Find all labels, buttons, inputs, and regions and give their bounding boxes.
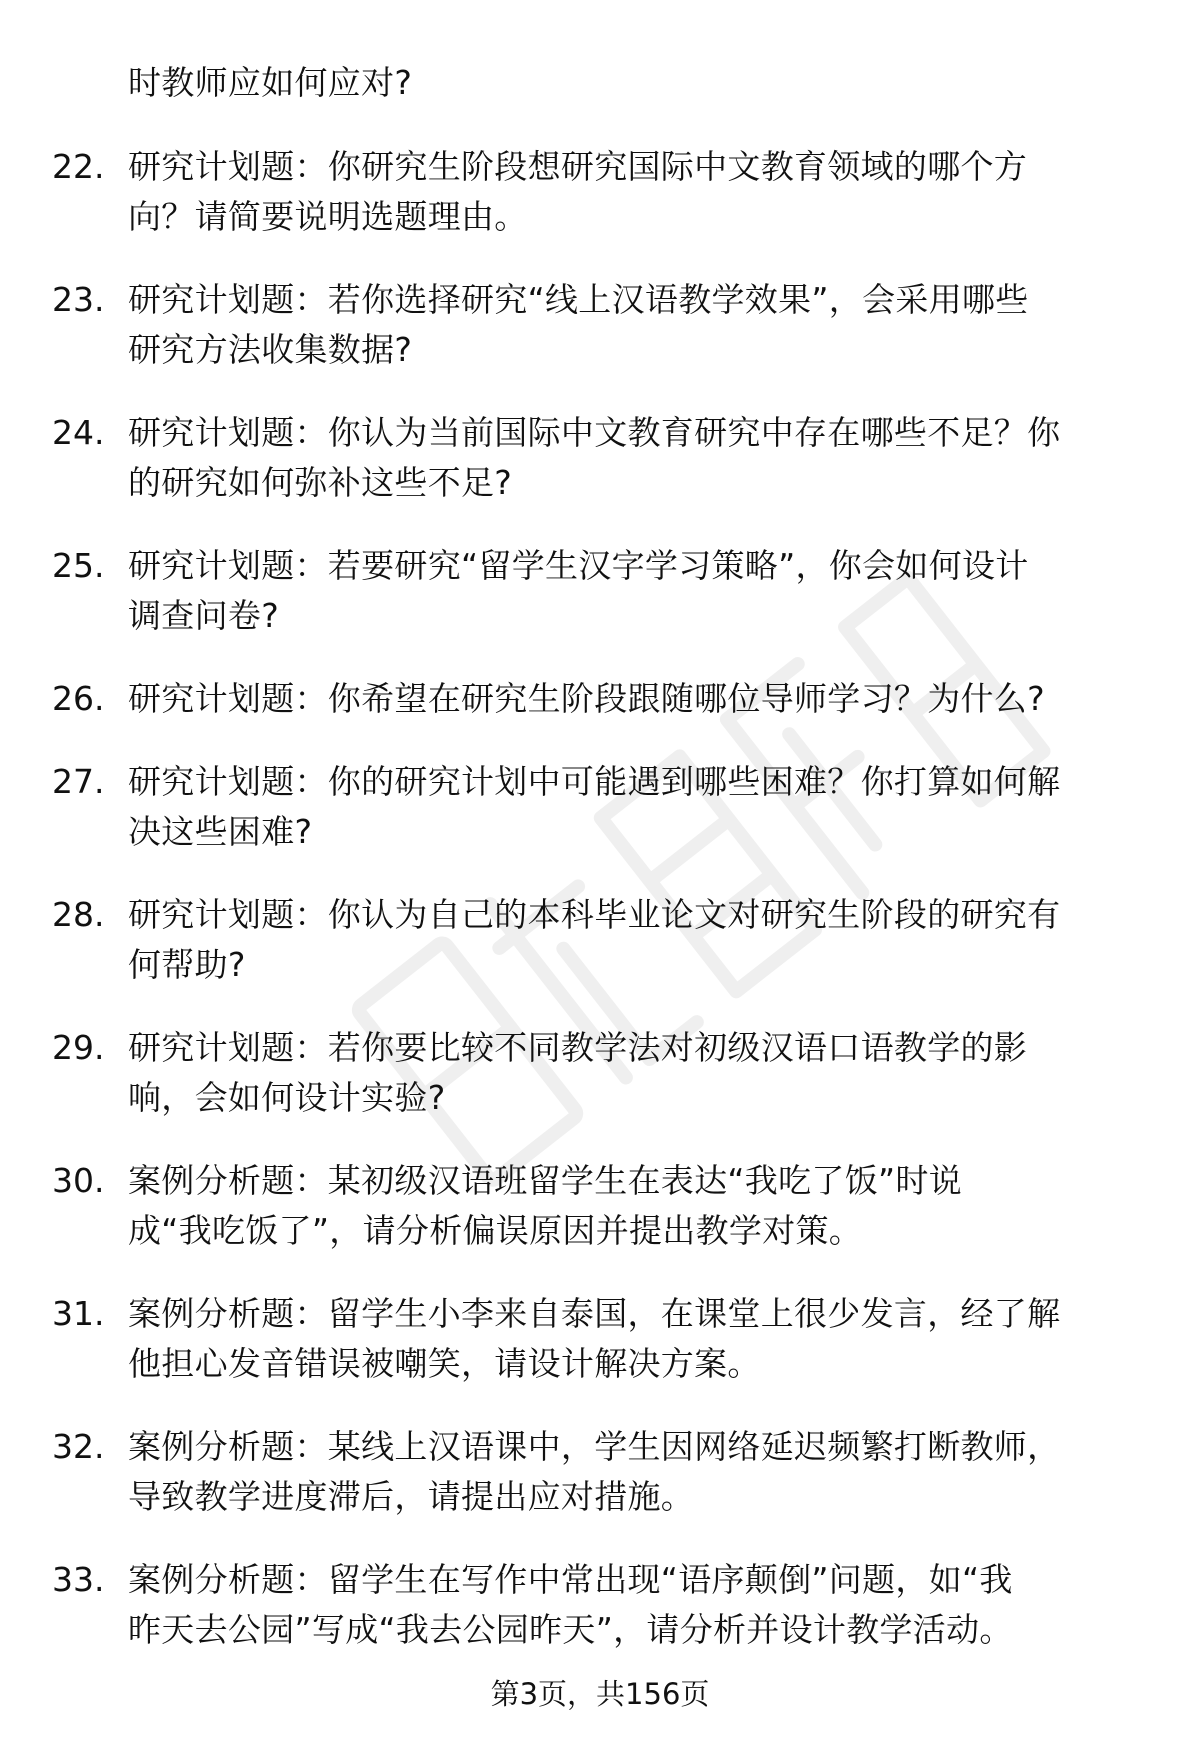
continued-question-line: 时教师应如何应对? (128, 63, 413, 102)
question-text-line: 研究计划题：若要研究“留学生汉字学习策略”，你会如何设计 (128, 546, 1029, 585)
question-text-line: 研究计划题：若你要比较不同教学法对初级汉语口语教学的影 (128, 1028, 1028, 1067)
question-number: 26. (52, 679, 105, 718)
question-text (128, 408, 1148, 508)
question-text-line: 何帮助? (128, 945, 246, 984)
question-text (128, 757, 1148, 857)
question-text-line: 案例分析题：某初级汉语班留学生在表达“我吃了饭”时说 (128, 1161, 962, 1200)
question-number: 28. (52, 895, 105, 934)
question-text-line: 研究计划题：你研究生阶段想研究国际中文教育领域的哪个方 (128, 147, 1028, 186)
question-text (128, 275, 1148, 375)
question-number: 29. (52, 1028, 105, 1067)
question-text-line: 案例分析题：某线上汉语课中，学生因网络延迟频繁打断教师， (128, 1427, 1061, 1466)
question-text (128, 1289, 1148, 1389)
question-number: 25. (52, 546, 105, 585)
question-text-line: 向？请简要说明选题理由。 (128, 197, 528, 236)
question-text-line: 决这些困难? (128, 812, 313, 851)
question-item (0, 142, 1200, 275)
question-text-line: 导致教学进度滞后，请提出应对措施。 (128, 1477, 695, 1516)
question-item (0, 1156, 1200, 1289)
question-text-line: 的研究如何弥补这些不足? (128, 463, 513, 502)
question-item (0, 1422, 1200, 1555)
question-text-line: 研究计划题：你认为当前国际中文教育研究中存在哪些不足？你 (128, 413, 1061, 452)
question-text-line: 研究计划题：你的研究计划中可能遇到哪些困难？你打算如何解 (128, 762, 1061, 801)
question-item (0, 408, 1200, 541)
question-text (128, 1156, 1148, 1256)
question-number: 22. (52, 147, 105, 186)
question-number: 27. (52, 762, 105, 801)
question-number: 32. (52, 1427, 105, 1466)
question-text-line: 调查问卷? (128, 596, 280, 635)
question-text-line: 他担心发音错误被嘲笑，请设计解决方案。 (128, 1344, 761, 1383)
question-text (128, 674, 1148, 724)
question-text-line: 案例分析题：留学生在写作中常出现“语序颠倒”问题，如“我 (128, 1560, 1013, 1599)
question-text (128, 1422, 1148, 1522)
question-number: 30. (52, 1161, 105, 1200)
question-text-line: 研究计划题：若你选择研究“线上汉语教学效果”，会采用哪些 (128, 280, 1029, 319)
question-item (0, 275, 1200, 408)
question-item (0, 1555, 1200, 1688)
question-text (128, 1555, 1148, 1655)
question-text-line: 研究计划题：你认为自己的本科毕业论文对研究生阶段的研究有 (128, 895, 1061, 934)
question-item (0, 757, 1200, 890)
question-item (0, 1023, 1200, 1156)
question-number: 23. (52, 280, 105, 319)
question-text-line: 昨天去公园”写成“我去公园昨天”，请分析并设计教学活动。 (128, 1610, 1013, 1649)
page-number-footer: 第3页，共156页 (490, 1677, 710, 1711)
question-list (0, 142, 1200, 1688)
question-number: 31. (52, 1294, 105, 1333)
question-number: 33. (52, 1560, 105, 1599)
question-text (128, 890, 1148, 990)
question-text (128, 541, 1148, 641)
question-text-line: 案例分析题：留学生小李来自泰国，在课堂上很少发言，经了解 (128, 1294, 1061, 1333)
question-text (128, 1023, 1148, 1123)
question-text-line: 成“我吃饭了”，请分析偏误原因并提出教学对策。 (128, 1211, 863, 1250)
question-item (0, 541, 1200, 674)
question-item (0, 674, 1200, 757)
question-text-line: 研究方法收集数据? (128, 330, 413, 369)
question-text (128, 142, 1148, 242)
question-number: 24. (52, 413, 105, 452)
question-item (0, 890, 1200, 1023)
question-item (0, 1289, 1200, 1422)
question-text-line: 研究计划题：你希望在研究生阶段跟随哪位导师学习？为什么? (128, 679, 1045, 718)
question-text-line: 响，会如何设计实验? (128, 1078, 446, 1117)
